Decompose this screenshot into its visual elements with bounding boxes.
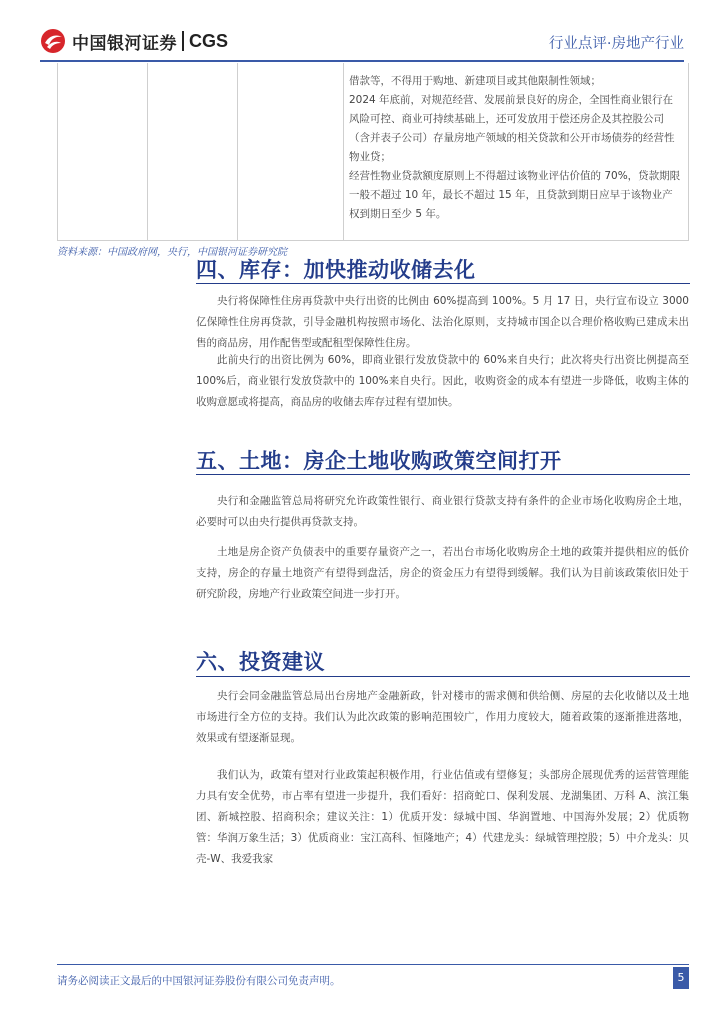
section-rule — [196, 474, 690, 475]
table-column-1 — [58, 63, 148, 240]
report-category: 行业点评·房地产行业 — [548, 36, 684, 52]
section-heading: 六、投资建议 — [196, 649, 325, 674]
section-rule — [196, 283, 690, 284]
section-heading: 四、库存：加快推动收储去化 — [196, 257, 476, 282]
body-paragraph: 土地是房企资产负债表中的重要存量资产之一，若出台市场化收购房企土地的政策并提供相应的低价支持，房企的存量土地资产有望得到盘活，房企的资金压力有望得到缓解。我们认为目前该政策依旧处于研究阶段，房地产行业政策空间进一步打开。 — [196, 546, 689, 600]
header-divider — [40, 60, 684, 62]
table-line: 2024 年底前，对规范经营、发展前景良好的房企，全国性商业银行在风险可控、商业可持续基础上，还可发放用于偿还房企及其控股公司（含并表子公司）存量房地产领域的相关贷款和公开市场债券的经营性物业贷； — [349, 94, 675, 163]
galaxy-logo-icon — [40, 28, 66, 54]
logo-chinese-name: 中国银河证券 — [72, 33, 177, 54]
body-paragraph: 此前央行的出资比例为 60%，即商业银行发放贷款中的 60%来自央行；此次将央行出资比例提高至 100%后，商业银行发放贷款中的 100%来自央行。因此，收购资金的成本有望进一步降低，收购主体的收购意愿或将提高，商品房的收储去库存过程有望加快。 — [196, 354, 689, 408]
table-column-3 — [238, 63, 344, 240]
page-header — [0, 0, 724, 62]
body-paragraph: 央行会同金融监管总局出台房地产金融新政，针对楼市的需求侧和供给侧、房屋的去化收储以及土地市场进行全方位的支持。我们认为此次政策的影响范围较广，作用力度较大，随着政策的逐渐推进落地，效果或有望逐渐显现。 — [196, 690, 689, 744]
data-source-note: 资料来源：中国政府网，央行，中国银河证券研究院 — [57, 247, 287, 258]
body-paragraph: 我们认为，政策有望对行业政策起积极作用，行业估值或有望修复；头部房企展现优秀的运营管理能力具有安全优势，市占率有望进一步提升，我们看好：招商蛇口、保利发展、龙湖集团、万科 A、滨江集团、新城控股、招商积余；建议关注：1）优质开发：绿城中国、华润置地、中国海外发展；2）优质物管：华润万象生活；3）优质商业：宝江高科、恒隆地产；4）代建龙头：绿城管理控股；5）中介龙头：贝壳-W、我爱我家 — [196, 769, 689, 865]
logo-english-name: CGS — [189, 30, 229, 51]
section-heading: 五、土地：房企土地收购政策空间打开 — [196, 448, 562, 473]
table-line: 经营性物业贷款额度原则上不得超过该物业评估价值的 70%，贷款期限一般不超过 10 年，最长不超过 15 年，且贷款到期日应早于该物业产权到期日至少 5 年。 — [349, 170, 681, 220]
footer-divider — [57, 964, 689, 965]
table-column-2 — [148, 63, 238, 240]
section-rule — [196, 676, 690, 677]
logo-separator — [182, 31, 184, 51]
body-paragraph: 央行将保障性住房再贷款中央行出资的比例由 60%提高到 100%。5 月 17 日，央行宣布设立 3000 亿保障性住房再贷款，引导金融机构按照市场化、法治化原则，支持城市国企以合理价格收购已建成未出售的商品房，用作配售型或配租型保障性住房。 — [196, 295, 689, 349]
table-line: 借款等，不得用于购地、新建项目或其他限制性领域； — [349, 75, 601, 87]
brand-logo — [40, 28, 228, 54]
body-paragraph: 央行和金融监管总局将研究允许政策性银行、商业银行贷款支持有条件的企业市场化收购房企土地，必要时可以由央行提供再贷款支持。 — [196, 495, 689, 528]
table-cell-text — [349, 72, 683, 224]
page-number: 5 — [673, 967, 689, 989]
footer-disclaimer: 请务必阅读正文最后的中国银河证券股份有限公司免责声明。 — [57, 975, 341, 987]
